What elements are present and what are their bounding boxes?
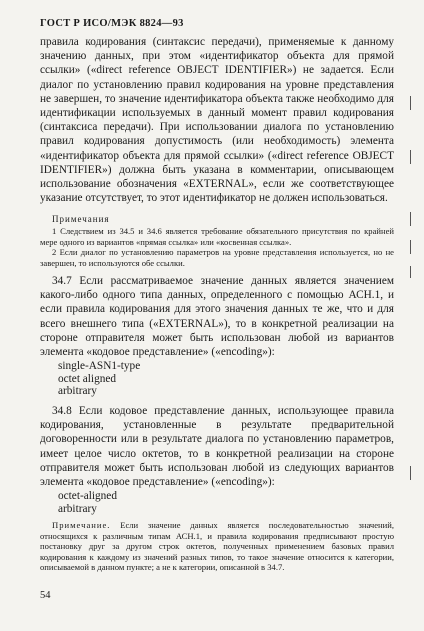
margin-mark (410, 466, 411, 480)
margin-mark (410, 266, 411, 278)
section-34-8: 34.8 Если кодовое представление данных, использующее правила кодирования, установленные в результате предварительной договоренности или в результате диалога по установлению параметров, имеет целое число октетов, то в конкретной реализации на стороне отправителя может быть использован любой из следующих вариантов элемента «кодовое представление» («encoding»): (40, 405, 394, 489)
margin-mark (410, 240, 411, 254)
code-line: arbitrary (58, 385, 97, 398)
final-note-text: Если значение данных является последовательностью значений, относящихся к различным типам АСН.1, и правила кодирования предписывают простую постановку друг за другом строк октетов, полученных применением базовых правил кодирования к каждому из значений разных типов, то такое значение относится к категории, описываемой в данном пункте; а не к категории, описанной в 34.7. (40, 520, 394, 573)
document-page (40, 18, 394, 573)
margin-mark (410, 212, 411, 226)
note-1: 1 Следствием из 34.5 и 34.6 является требование обязательного присутствия по крайней мере одного из вариантов «прямая ссылка» или «косвенная ссылка». (40, 226, 394, 247)
margin-mark (410, 96, 411, 110)
final-note-label: Примечание. (52, 520, 111, 531)
code-list-1 (40, 360, 394, 398)
code-line: arbitrary (58, 502, 97, 515)
code-line: single-ASN1-type (58, 360, 141, 373)
paragraph-continuation: правила кодирования (синтаксис передачи), применяемые к данному значению данных, при этом «идентификатор объекта для прямой ссылки» («direct reference OBJECT IDENTIFIER») не задается. Если диалог по установлению правил кодирования на уровне представления не завершен, то значение идентификатора объекта также необходимо для идентификации используемых в данный момент правил кодирования (синтаксиса передачи). При использовании диалога по установлению правил кодирования допустимость (или необходимость) элемента «идентификатор объекта для прямой ссылки» («direct reference OBJECT IDENTIFIER») должна быть указана в комментарии, описывающем использование обозначения «EXTERNAL», если же соответствующее указание отсутствует, то этот идентификатор не должен использоваться. (40, 36, 394, 205)
note-2: 2 Если диалог по установлению параметров на уровне представления используется, но не завершен, то используются обе ссылки. (40, 247, 394, 268)
final-note (40, 520, 394, 572)
section-34-7: 34.7 Если рассматриваемое значение данных является значением какого-либо одного типа данных, определенного с помощью АСН.1, и если правила кодирования для этого значения данных те же, что и для всего внешнего типа («EXTERNAL»), то в конкретной реализации на стороне отправителя может быть использован любой из вариантов элемента «кодовое представление» («encoding»): (40, 275, 394, 359)
page-header: ГОСТ Р ИСО/МЭК 8824—93 (40, 18, 184, 29)
code-line: octet-aligned (58, 490, 117, 503)
margin-mark (410, 150, 411, 164)
code-list-2 (40, 490, 394, 515)
code-line: octet aligned (58, 372, 117, 385)
page-number: 54 (40, 590, 51, 601)
notes-title: Примечания (52, 214, 110, 225)
